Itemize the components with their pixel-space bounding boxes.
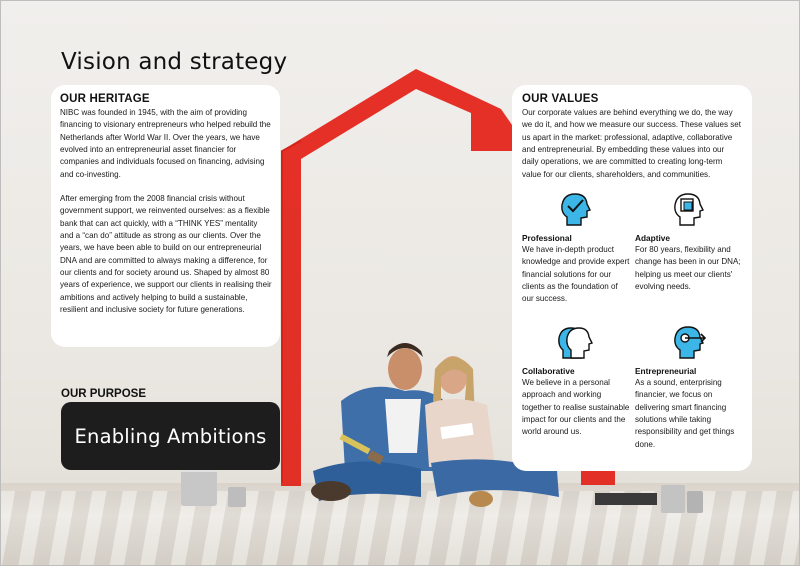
value-title: Professional <box>522 233 572 244</box>
value-text: For 80 years, flexibility and change has been in our DNA; helping us meet our clients' evolving needs. <box>635 245 741 292</box>
head-arrow-icon <box>670 324 706 360</box>
value-title: Adaptive <box>635 233 671 244</box>
two-heads-icon <box>557 324 593 360</box>
values-card <box>512 85 752 471</box>
value-entrepreneurial <box>635 324 743 451</box>
purpose-statement: Enabling Ambitions <box>61 402 280 470</box>
heritage-paragraph-1: NIBC was founded in 1945, with the aim of providing financing to visionary entrepreneurs who helped rebuild the Netherlands after World War II. Over the years, we have evolved into an entrepreneurial asset financier for companies and individuals focused on financing, advising and co-investing. <box>60 108 271 179</box>
page-title: Vision and strategy <box>61 49 288 75</box>
value-adaptive <box>635 191 743 293</box>
value-professional <box>522 191 630 306</box>
value-text: We believe in a personal approach and working together to realise sustainable impact for our clients and the world around us. <box>522 378 630 437</box>
value-title: Entrepreneurial <box>635 366 697 377</box>
head-checkmark-icon <box>557 191 593 227</box>
value-collaborative <box>522 324 630 439</box>
value-text: We have in-depth product knowledge and provide expert financial solutions for our clients as the foundation of our success. <box>522 245 630 304</box>
values-heading: OUR VALUES <box>522 93 599 105</box>
heritage-heading: OUR HERITAGE <box>60 93 150 105</box>
purpose-heading: OUR PURPOSE <box>61 388 146 400</box>
value-text: As a sound, enterprising financier, we focus on delivering smart financing solutions while taking responsibility and get things done. <box>635 378 735 449</box>
values-intro: Our corporate values are behind everything we do, the way we do it, and how we measure our success. These values set us apart in the market: professional, adaptive, collaborative and entrepreneurial. By embedding these values into our daily operations, we are committed to creating long-term value for our clients, shareholders, and communities. <box>522 108 742 179</box>
head-square-icon <box>670 191 706 227</box>
values-grid <box>522 191 742 463</box>
value-title: Collaborative <box>522 366 575 377</box>
heritage-card <box>51 85 280 347</box>
heritage-paragraph-2: After emerging from the 2008 financial crisis without government support, we reinvented ourselves: as a flexible bank that can act quickly, with a “THINK YES” mentality and a “can do” attitude as strong as our clients. Over the years, we have been able to build on our entrepreneurial DNA and are committed to always making a difference, for our clients and for society around us. Shaped by almost 80 years of experience, we support our clients in realising their ambitions and actively helping to build a sustainable, resilient and inclusive society for future generations. <box>60 194 272 315</box>
